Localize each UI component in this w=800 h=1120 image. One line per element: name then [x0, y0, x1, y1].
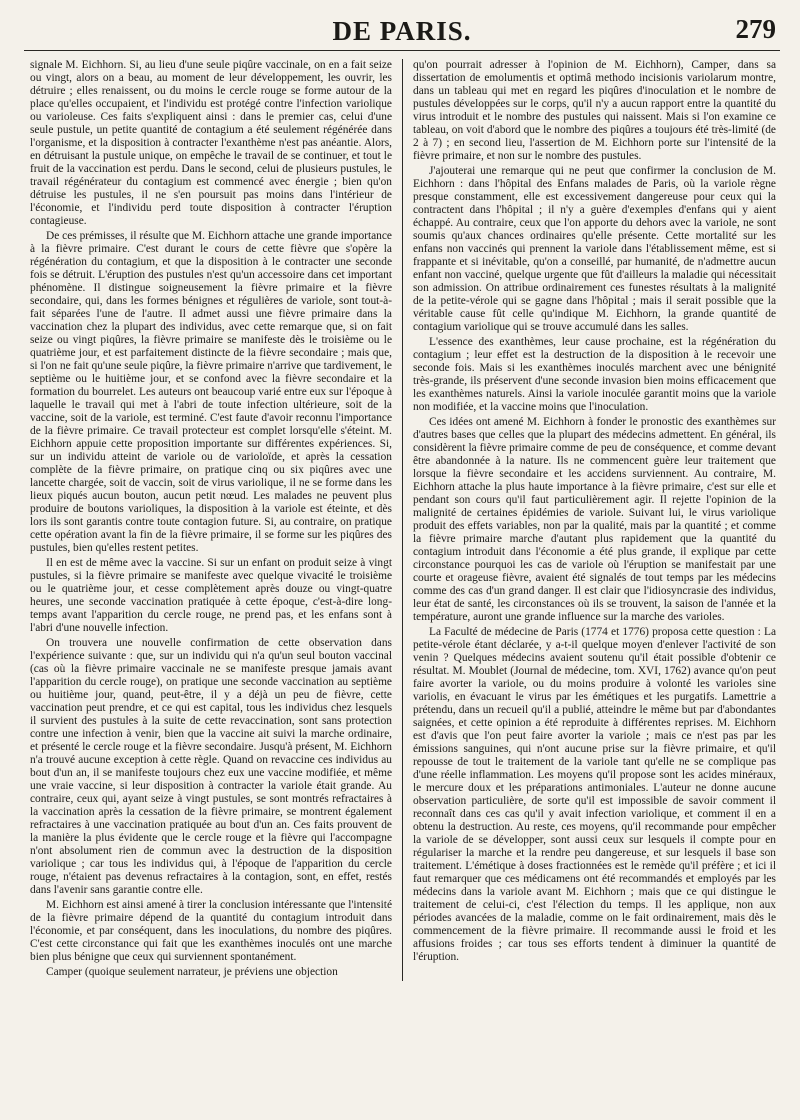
paragraph: On trouvera une nouvelle confirmation de cette observation dans l'expérience suivante : que, sur un individu qui n'a qu'un seul bouton vaccinal (cas où la fièvre primaire vaccinale ne se manifeste presque jamais avant l'apparition du cercle rouge), on pratique une seconde vaccination au septième ou huitième jour, quand, peut-être, il y a déjà un peu de fièvre, cette vaccination peut prendre, et ce qui est capital, tous les individus chez lesquels il survient des pustules à la suite de cette revaccination, sont sans protection contre une infection à venir, bien que la vaccine ait suivi la marche ordinaire, et présenté le cercle rouge et la fièvre secondaire. Jusqu'à présent, M. Eichhorn n'a trouvé aucune exception à cette règle. Quand on revaccine ces individus au bout d'un an, il se manifeste toujours chez eux une vaccine modifiée, et même une vraie vaccine, si leur disposition à contracter la variole était grande. Au contraire, ceux qui, ayant seize à vingt pustules, se sont montrés refractaires à la vaccination après la cessation de la fièvre primaire, se montrent également refractaires à une vaccination pratiquée au bout d'un an. Ces faits prouvent de la manière la plus évidente que le cercle rouge et la fièvre qui l'accompagne n'ont absolument rien de commun avec la destruction de la disposition variolique ; car tous les individus qui, à l'époque de l'apparition du cercle rouge, n'étaient pas devenus refractaires à la contagion, sont, en effet, restés dans l'avenir sans garantie contre elle.	[30, 637, 392, 896]
running-title: DE PARIS.	[332, 16, 472, 46]
paragraph: Camper (quoique seulement narrateur, je préviens une objection	[46, 966, 338, 978]
paragraph: Il en est de même avec la vaccine. Si sur un enfant on produit seize à vingt pustules, si la fièvre primaire se manifeste avec quelque vivacité le troisième ou le quatrième jour, et cesse complètement après douze ou vingt-quatre heures, une seconde vaccination pratiquée à cette époque, c'est-à-dire long-temps avant l'apparition du cercle rouge, ne prend pas, et les enfans sont à l'abri d'une nouvelle infection.	[30, 557, 392, 634]
paragraph: M. Eichhorn est ainsi amené à tirer la conclusion intéressante que l'intensité de la fièvre primaire dépend de la quantité du contagium introduit dans l'économie, et par conséquent, dans les inoculations, du nombre des piqûres. C'est cette circonstance qui fait que les exanthèmes inoculés ont une marche bien plus bénigne que ceux qui surviennent spontanément.	[30, 899, 392, 963]
paragraph: De ces prémisses, il résulte que M. Eichhorn attache une grande importance à la fièvre primaire. C'est durant le cours de cette fièvre que s'opère la régénération du contagium, et que la disposition à le contracter une seconde fois se détruit. L'éruption des pustules n'est qu'un accessoire dans cet important phénomène. Il distingue soigneusement la fièvre primaire et la fièvre secondaire, qui, dans les formes bénignes et régulières de variole, sont tout-à-fait séparées l'une de l'autre. Il admet aussi une fièvre primaire dans la vaccination chez la plupart des individus, avec cette remarque que, si on fait seize ou vingt piqûres, la fièvre primaire se manifeste dès le troisième ou le quatrième jour, et est parfaitement distincte de la fièvre secondaire ; mais que, si l'on ne fait qu'une seule piqûre, la fièvre primaire n'arrive que tardivement, le septième ou le huitième jour, et se confond avec la fièvre secondaire et la formation du bourrelet. Les auteurs ont beaucoup varié entre eux sur l'époque à laquelle le travail qui met à l'abri de toute infection ultérieure, soit de la vaccine, soit de la variole, est terminé. C'est faute d'avoir reconnu l'importance de la fièvre primaire. Ce travail protecteur est complet lorsqu'elle s'éteint. M. Eichhorn appuie cette proposition importante sur différentes expériences. Si, sur un individu atteint de variole ou de varioloïde, et après la cessation complète de la fièvre primaire, on pratique cinq ou six piqûres avec une lancette chargée, soit de vaccin, soit de virus variolique, il ne se forme dans les lieux piqués aucun bouton, aucun petit nœud. Les malades ne peuvent plus produire de boutons varioliques, la disposition à la variole est éteinte, et dès lors ils sont garantis contre toute contagion future. Si, au contraire, on pratique cette opération avant la fin de la fièvre primaire, il se forme sur les piqûres des pustules, bien qu'elles restent petites.	[30, 230, 392, 554]
page-header	[24, 12, 780, 51]
right-column	[402, 59, 780, 981]
paragraph: La Faculté de médecine de Paris (1774 et 1776) proposa cette question : La petite-vérole étant déclarée, y a-t-il quelque moyen d'enlever l'activité de son venin ? Quelques médecins avaient soutenu qu'il était possible d'obtenir ce résultat. M. Moublet (Journal de médecine, tom. XVI, 1762) avance qu'on peut faire avorter la variole, ou du moins produire à volonté les varioles sine variolis, en évacuant le virus par les émétiques et les purgatifs. Lamettrie a prétendu, dans un recueil qu'il a publié, atteindre le même but par d'abondantes saignées, et cette opinion a été reproduite à différentes reprises. M. Eichhorn est d'avis que l'on peut faire avorter la variole ; mais ce n'est pas par les émissions sanguines, qui n'ont aucune prise sur la fièvre primaire, et qu'il repousse de tout le traitement de la variole tant qu'elle ne se complique pas d'une réelle inflammation. Les moyens qu'il propose sont les acides minéraux, le mercure doux et les préparations antimoniales. L'auteur ne donne aucune observation particulière, de sorte qu'il est impossible de savoir comment il reconnaît dans ces cas qu'il y avait infection variolique, et comment il en a obtenu la destruction. Au reste, ces moyens, qu'il recommande pour empêcher la variole de se développer, sont aussi ceux sur lesquels il compte pour en régulariser la marche et la rendre peu dangereuse, et sur lesquels il base son traitement. L'émétique à doses fractionnées est le remède qu'il préfère ; et ici il faut remarquer que ces médicamens ont été recommandés et employés par les médecins dans la variole avant M. Eichhorn ; mais que ce qui distingue le traitement de celui-ci, c'est l'élection du temps. Il les applique, non aux périodes avancées de la maladie, comme on le fait ordinairement, mais dès le commencement de la fièvre primaire. Il recommande aussi le froid et les affusions froides ; car tous ses efforts tendent à diminuer la quantité de l'éruption.	[413, 626, 776, 963]
paragraph: J'ajouterai une remarque qui ne peut que confirmer la conclusion de M. Eichhorn : dans l'hôpital des Enfans malades de Paris, où la variole règne presque constamment, elle est excessivement dangereuse pour ceux qui la contractent dans l'hôpital ; il n'y a guère d'exemples d'enfans qui y aient échappé. Au contraire, ceux que l'on apporte du dehors avec la variole, ne sont soumis qu'aux chances ordinaires qu'elle présente. Cette mortalité sur les enfans non vaccinés qui prennent la variole dans l'établissement même, est si frappante et si inévitable, qu'on a conseillé, par humanité, de n'admettre aucun enfant non vacciné, quelque urgente que fût d'ailleurs la maladie qui nécessitait son admission. On attribue ordinairement ces funestes résultats à la malignité de la petite-vérole qui se gagne dans l'hôpital ; mais il serait possible que la véritable cause fût celle qu'indique M. Eichhorn, la grande quantité de contagium variolique qui se trouve accumulé dans les salles.	[413, 165, 776, 333]
left-column	[24, 59, 402, 981]
page-number: 279	[735, 14, 776, 44]
paragraph: L'essence des exanthèmes, leur cause prochaine, est la régénération du contagium ; leur effet est la destruction de la disposition à le recevoir une seconde fois. Mais si les exanthèmes inoculés marchent avec une bénignité très-grande, ils préservent d'une seconde invasion bien moins efficacement que les exanthèmes naturels. Ainsi la variole inoculée garantit moins que la variole non modifiée, et la vaccine moins que l'inoculation.	[413, 336, 776, 413]
paragraph: signale M. Eichhorn. Si, au lieu d'une seule piqûre vaccinale, on en a fait seize ou vingt, alors on a beau, au moment de leur développement, les ouvrir, les détruire ; elles renaissent, ou du moins le cercle rouge se forme autour de la place qu'elles occupaient, et l'individu est protégé contre l'infection variolique ou varioleuse. Ces faits s'expliquent ainsi : dans le premier cas, celui d'une seule pustule, un petite quantité de contagium a été seulement régénérée dans l'organisme, et la disposition à contracter l'exanthème n'est pas anéantie. Alors, en détruisant la pustule unique, on empêche le travail de se continuer, et tout le fruit de la vaccination est perdu. Dans le second, celui de plusieurs pustules, le travail régénérateur du contagium est commencé avec énergie ; bien qu'on détruise les pustules, il ne s'en poursuit pas moins dans l'intérieur de l'économie, et l'individu perd toute disposition à contracter l'éruption contagieuse.	[30, 59, 392, 227]
paragraph: qu'on pourrait adresser à l'opinion de M. Eichhorn), Camper, dans sa dissertation de emolumentis et optimâ methodo incisionis variolarum montre, dans un tableau qui met en regard les piqûres d'inoculation et le nombre de pustules développées sur le corps, qu'il n'y a aucun rapport entre la quantité du virus introduit et le nombre des pustules qui naissent. Mais si l'on examine ce tableau, on voit d'abord que le nombre des piqûres a toujours été très-limité (de 2 à 7) ; en second lieu, l'assertion de M. Eichhorn porte sur l'intensité de la fièvre primaire, et non sur le nombre des pustules.	[413, 59, 776, 162]
paragraph: Ces idées ont amené M. Eichhorn à fonder le pronostic des exanthèmes sur d'autres bases que celles que la plupart des médecins admettent. En général, ils considèrent la fièvre primaire comme de peu de conséquence, et comme devant être abandonnée à la nature. Ils ne commencent guère leur traitement que lorsque la fièvre secondaire et les accidens surviennent. Au contraire, M. Eichhorn attache la plus haute importance à la fièvre primaire, c'est sur elle et pendant son cours qu'il faut particulièrement agir. Il rejette l'opinion de la malignité de certaines épidémies de variole. Suivant lui, le virus variolique produit des effets variables, non par la qualité, mais par la quantité ; et comme la fièvre primaire marche d'autant plus rapidement que la quantité du contagium introduit dans l'économie a été plus grande, il explique par cette circonstance pourquoi les cas de variole où l'éruption se manifestait par une courte et orageuse fièvre, avaient été signalés de tout temps par les médecins comme des cas d'un grand danger. Il est clair que l'idiosyncrasie des individus, leur état de santé, les circonstances où ils se trouvent, la saison de l'année et la température, auront une grande influence sur la marche des varioles.	[413, 416, 776, 623]
text-columns	[24, 59, 780, 981]
